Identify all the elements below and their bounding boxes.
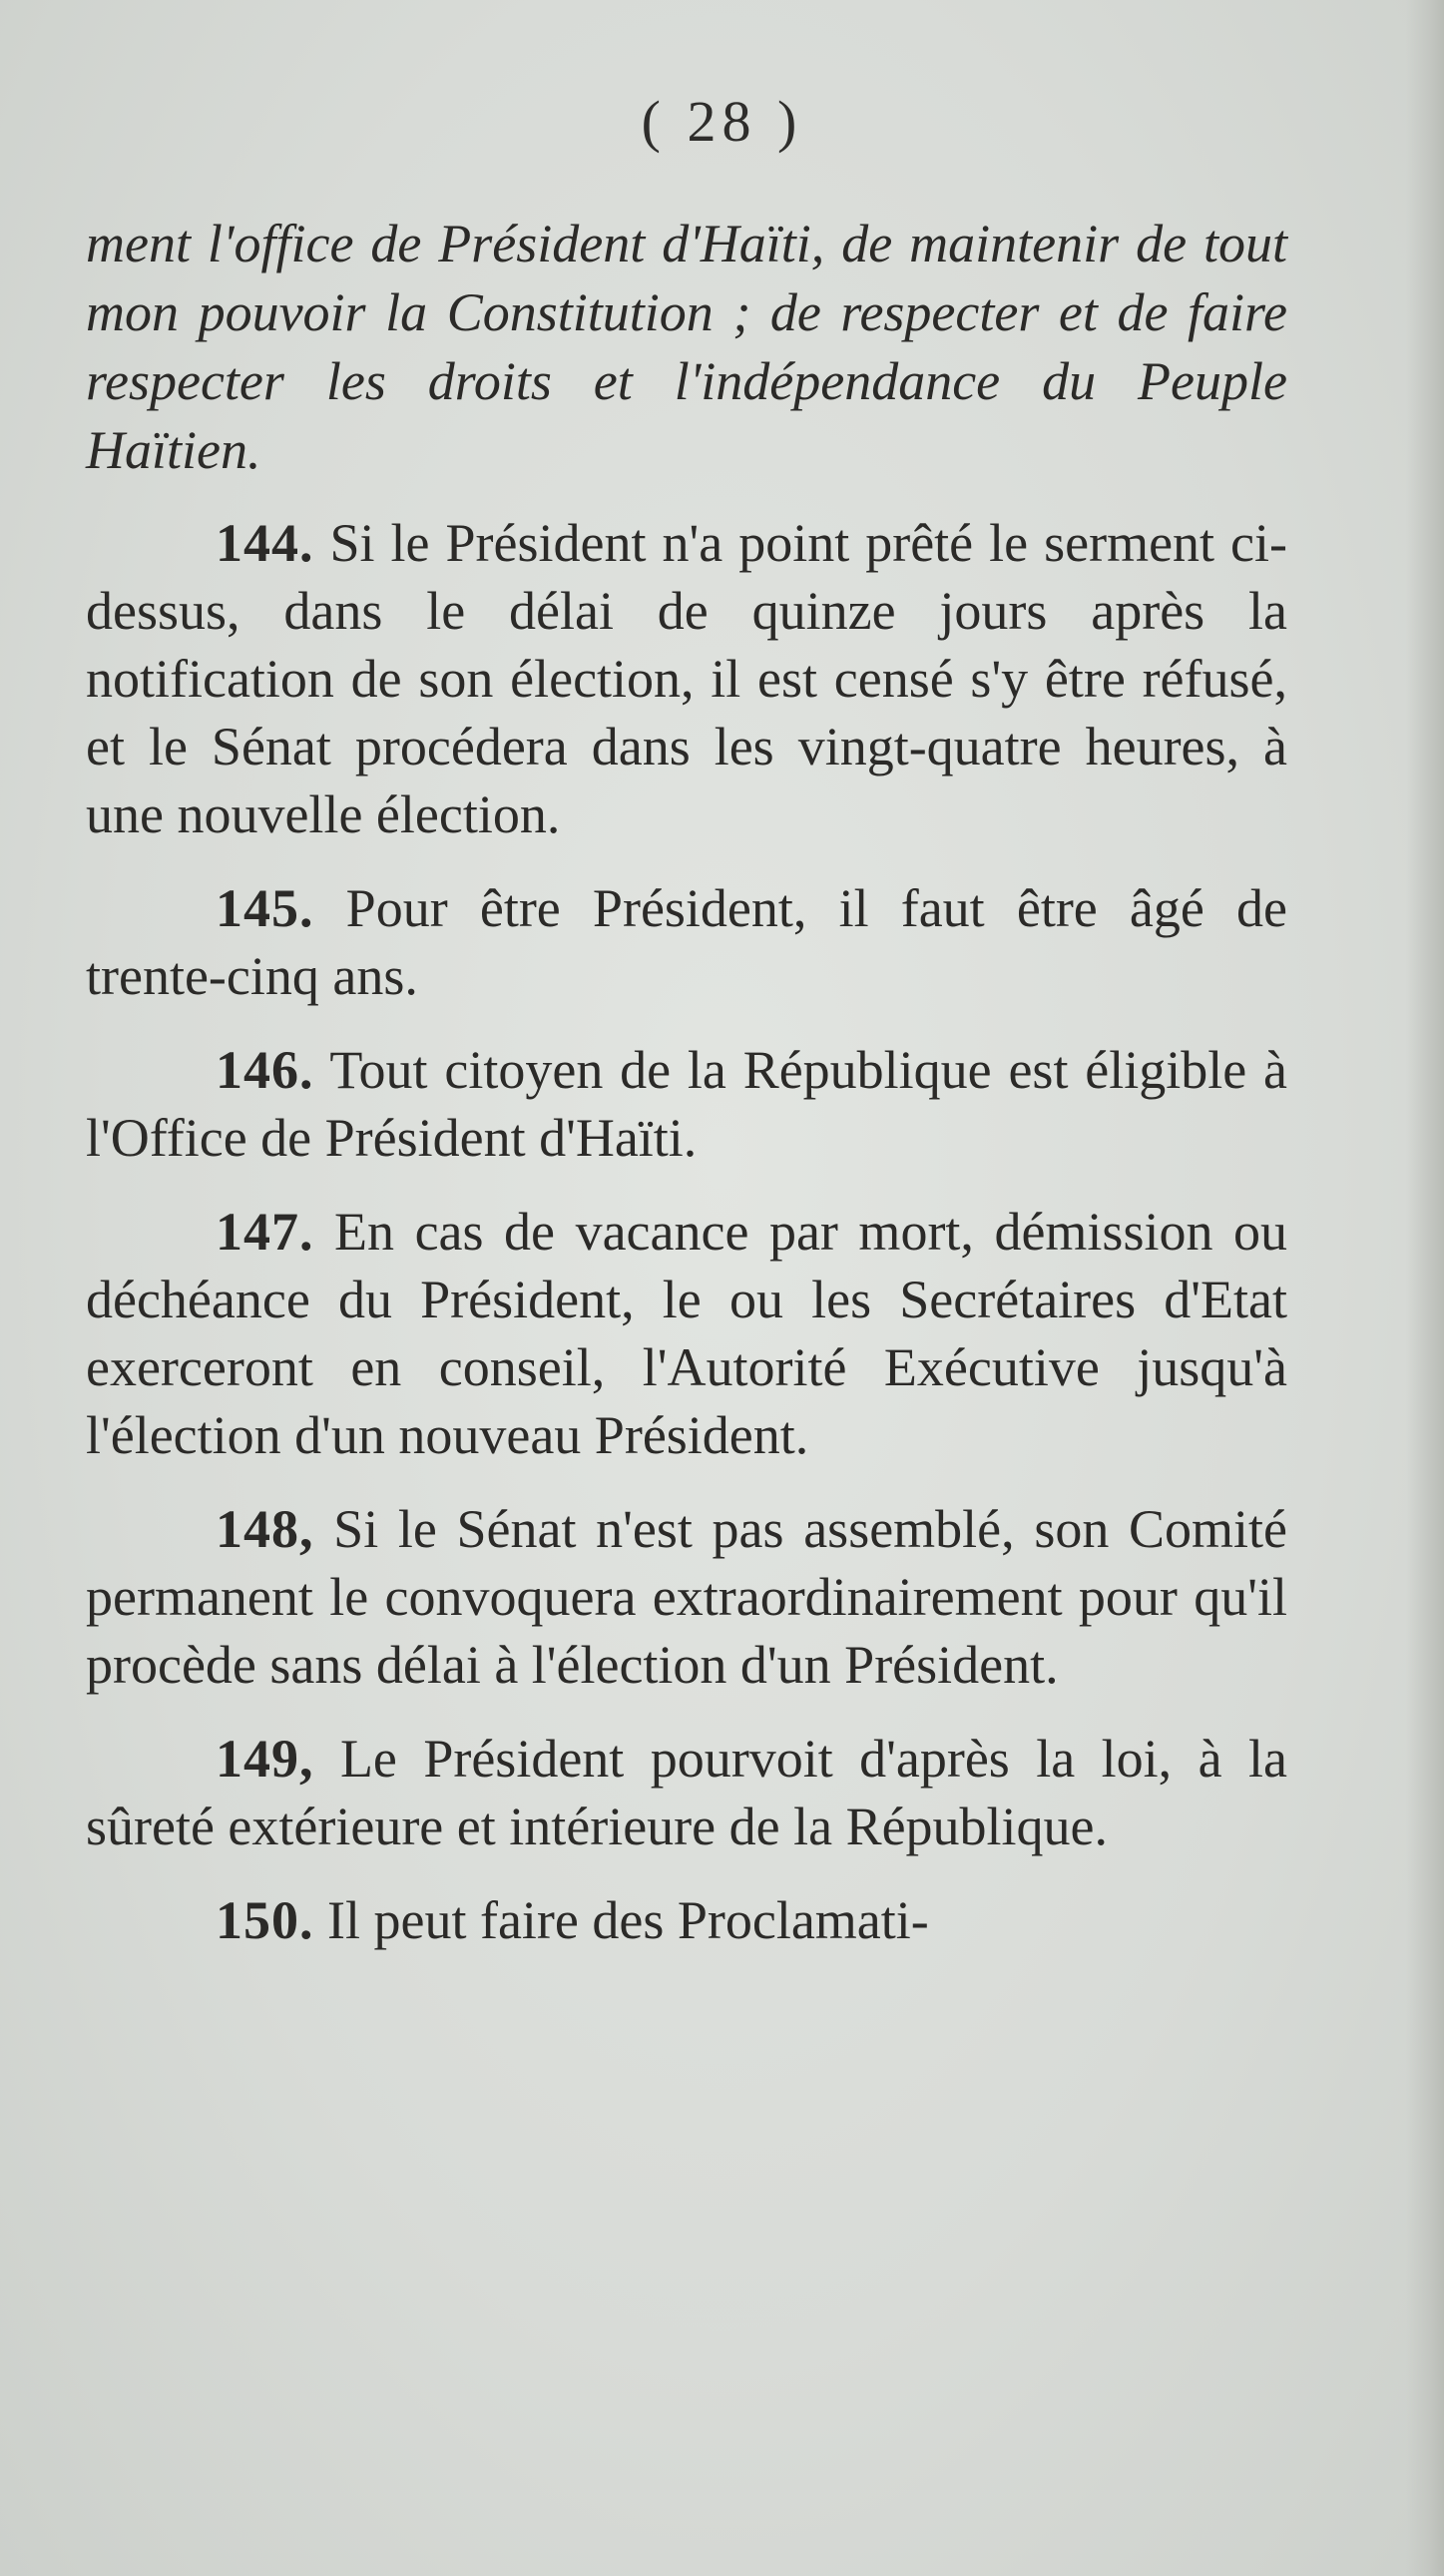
- article-text: Il peut faire des Proclamati-: [327, 1890, 929, 1950]
- article-number: 148,: [216, 1499, 314, 1559]
- article-148: [86, 1495, 1287, 1699]
- article-text: Si le Sénat n'est pas assemblé, son Comité permanent le convoquera extraordinairement pour qu'il procède sans délai à l'élection d'un Président.: [86, 1499, 1287, 1695]
- article-text: Pour être Président, il faut être âgé de trente-cinq ans.: [86, 878, 1287, 1006]
- article-149: [86, 1725, 1287, 1860]
- article-number: 146.: [216, 1040, 314, 1100]
- article-147: [86, 1198, 1287, 1469]
- article-number: 145.: [216, 878, 314, 938]
- page-number: ( 28 ): [641, 89, 803, 154]
- article-number: 144.: [216, 513, 314, 573]
- article-146: [86, 1036, 1287, 1172]
- article-text: Tout citoyen de la République est éligible à l'Office de Président d'Haïti.: [86, 1040, 1287, 1168]
- text-body: [86, 210, 1287, 1980]
- article-150: [86, 1886, 1287, 1954]
- article-number: 149,: [216, 1729, 314, 1789]
- article-text: Le Président pourvoit d'après la loi, à la sûreté extérieure et intérieure de la République.: [86, 1729, 1287, 1856]
- oath-continuation: ment l'office de Président d'Haïti, de maintenir de tout mon pouvoir la Constitution ; de respecter et de faire respecter les droits et l'indépendance du Peuple Haïtien.: [86, 214, 1287, 480]
- page-edge-shadow: [1406, 0, 1444, 2576]
- article-text: En cas de vacance par mort, démission ou déchéance du Président, le ou les Secrétaires d'Etat exerceront en conseil, l'Autorité Exécutive jusqu'à l'élection d'un nouveau Président.: [86, 1202, 1288, 1465]
- article-144: [86, 509, 1287, 848]
- article-number: 147.: [216, 1202, 314, 1262]
- article-145: [86, 874, 1287, 1010]
- article-number: 150.: [216, 1890, 314, 1950]
- article-text: Si le Président n'a point prêté le serment ci-dessus, dans le délai de quinze jours après la notification de son élection, il est censé s'y être réfusé, et le Sénat procédera dans les vingt-quatre heures, à une nouvelle élection.: [86, 513, 1288, 844]
